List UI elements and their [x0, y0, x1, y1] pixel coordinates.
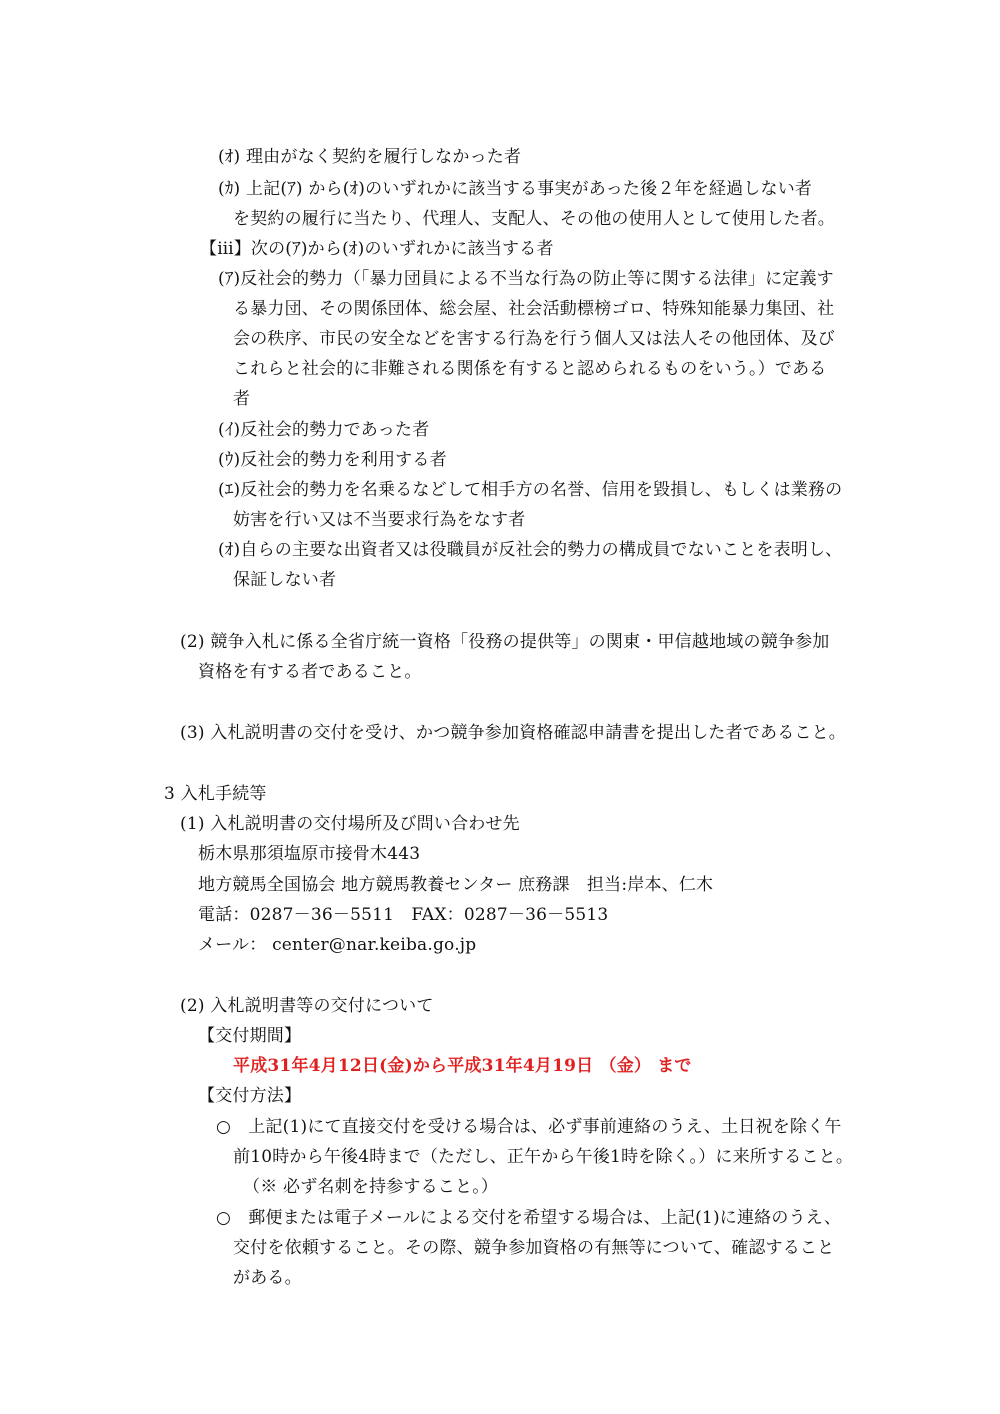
- heading-3-procedures: 3 入札手続等: [164, 784, 267, 804]
- item-u: (ｳ)反社会的勢力を利用する者: [218, 450, 447, 470]
- method-mail-line2: 交付を依頼すること。その際、競争参加資格の有無等について、確認すること: [233, 1238, 835, 1258]
- section-2-line1: (2) 競争入札に係る全省庁統一資格「役務の提供等」の関東・甲信越地域の競争参加: [180, 632, 830, 652]
- method-direct-note: （※ 必ず名刺を持参すること。）: [243, 1177, 499, 1197]
- label-method: 【交付方法】: [198, 1086, 302, 1106]
- subheading-2-distribution: (2) 入札説明書等の交付について: [180, 996, 434, 1016]
- label-period: 【交付期間】: [198, 1026, 302, 1046]
- item-a-line3: 会の秩序、市民の安全などを害する行為を行う個人又は法人その他団体、及び: [233, 329, 835, 349]
- heading-iii: 【ⅲ】次の(ｱ)から(ｵ)のいずれかに該当する者: [200, 239, 554, 259]
- contact-phone-fax: 電話：0287－36－5511 FAX：0287－36－5513: [198, 905, 609, 925]
- item-a-line5: 者: [233, 389, 251, 409]
- method-mail-line1: ○ 郵便または電子メールによる交付を希望する場合は、上記(1)に連絡のうえ、: [216, 1208, 842, 1228]
- item-a-line2: る暴力団、その関係団体、総会屋、社会活動標榜ゴロ、特殊知能暴力集団、社: [233, 299, 835, 319]
- item-ka-line1: (ｶ) 上記(ｱ) から(ｵ)のいずれかに該当する事実があった後２年を経過しない者: [218, 179, 813, 199]
- subheading-1-contact: (1) 入札説明書の交付場所及び問い合わせ先: [180, 814, 520, 834]
- contact-address: 栃木県那須塩原市接骨木443: [198, 844, 421, 864]
- item-o2-line1: (ｵ)自らの主要な出資者又は役職員が反社会的勢力の構成員でないことを表明し、: [218, 540, 843, 560]
- item-ka-line2: を契約の履行に当たり、代理人、支配人、その他の使用人として使用した者。: [233, 209, 835, 229]
- section-3: (3) 入札説明書の交付を受け、かつ競争参加資格確認申請書を提出した者であること。: [180, 723, 847, 743]
- item-a-line1: (ｱ)反社会的勢力（「暴力団員による不当な行為の防止等に関する法律」に定義す: [218, 269, 834, 289]
- item-o-no-reason: (ｵ) 理由がなく契約を履行しなかった者: [218, 147, 522, 167]
- method-direct-line2: 前10時から午後4時まで（ただし、正午から午後1時を除く。）に来所すること。: [233, 1147, 854, 1167]
- section-2-line2: 資格を有する者であること。: [198, 662, 422, 682]
- item-i: (ｲ)反社会的勢力であった者: [218, 420, 430, 440]
- contact-org: 地方競馬全国協会 地方競馬教養センター 庶務課 担当:岸本、仁木: [198, 875, 714, 895]
- method-direct-line1: ○ 上記(1)にて直接交付を受ける場合は、必ず事前連絡のうえ、土日祝を除く午: [216, 1117, 842, 1137]
- item-e-line2: 妨害を行い又は不当要求行為をなす者: [233, 510, 526, 530]
- item-a-line4: これらと社会的に非難される関係を有すると認められるものをいう。）である: [233, 359, 827, 379]
- item-e-line1: (ｴ)反社会的勢力を名乗るなどして相手方の名誉、信用を毀損し、もしくは業務の: [218, 480, 843, 500]
- method-mail-line3: がある。: [233, 1268, 302, 1288]
- contact-email: メール： center@nar.keiba.go.jp: [198, 935, 477, 955]
- distribution-period: 平成31年4月12日(金)から平成31年4月19日 （金） まで: [233, 1056, 692, 1076]
- item-o2-line2: 保証しない者: [233, 570, 337, 590]
